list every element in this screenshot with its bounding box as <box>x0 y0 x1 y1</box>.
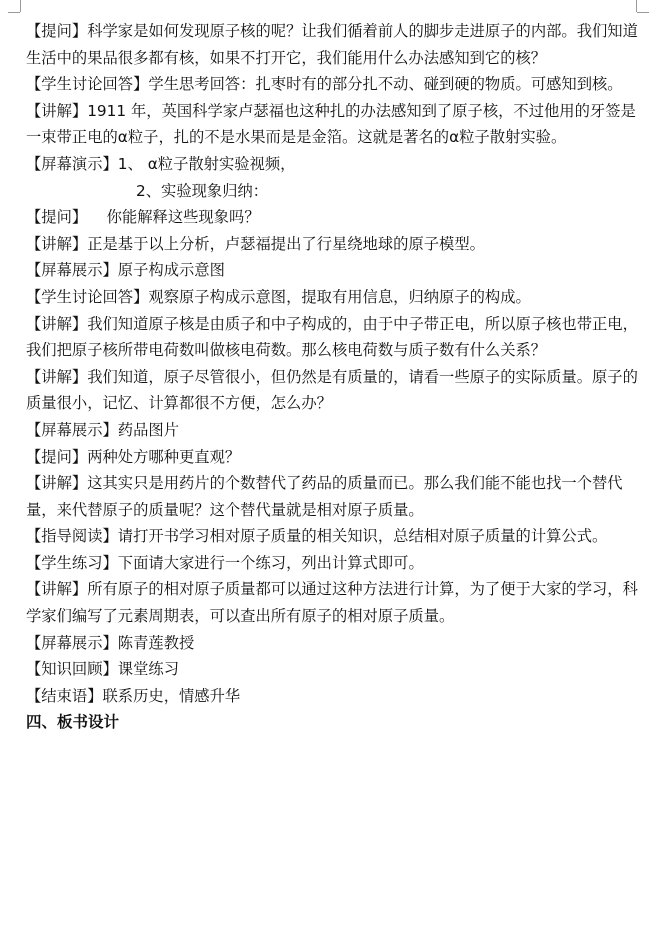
paragraph-screen-professor <box>26 630 638 657</box>
paragraph-text: 联系历史，情感升华 <box>102 686 241 705</box>
paragraph-text: 正是基于以上分析，卢瑟福提出了行星绕地球的原子模型。 <box>87 234 485 253</box>
paragraph-text: 请打开书学习相对原子质量的相关知识，总结相对原子质量的计算公式。 <box>117 527 608 546</box>
paragraph-tag: 【结束语】 <box>26 686 103 705</box>
paragraph-tag: 【讲解】 <box>26 474 88 493</box>
paragraph-screen-demo <box>26 151 638 178</box>
section-heading: 四、板书设计 <box>26 713 120 732</box>
paragraph-demo-item-2 <box>26 178 638 205</box>
paragraph-text: 药品图片 <box>117 420 179 439</box>
document-body <box>26 18 638 736</box>
paragraph-screen-medicine <box>26 417 638 444</box>
paragraph-explain-substitute <box>26 470 638 523</box>
paragraph-explain-mass <box>26 364 638 417</box>
paragraph-text: 你能解释这些现象吗？ <box>87 208 260 227</box>
paragraph-text: 2、实验现象归纳： <box>136 181 269 200</box>
paragraph-text: 所有原子的相对原子质量都可以通过这种方法进行计算，为了便于大家的学习，科学家们编写了元素周期表，可以查出所有原子的相对原子质量。 <box>26 580 638 626</box>
paragraph-closing <box>26 683 638 710</box>
paragraph-guided-reading <box>26 523 638 550</box>
paragraph-tag: 【知识回顾】 <box>26 660 118 679</box>
paragraph-tag: 【指导阅读】 <box>26 527 118 546</box>
paragraph-screen-structure <box>26 257 638 284</box>
paragraph-question-intro <box>26 18 638 71</box>
paragraph-text: 科学家是如何发现原子核的呢？让我们循着前人的脚步走进原子的内部。我们知道生活中的果品很多都有核，如果不打开它，我们能用什么办法感知到它的核？ <box>26 22 638 67</box>
crop-mark-right-vertical <box>636 0 637 12</box>
paragraph-text: 陈青莲教授 <box>117 633 195 652</box>
paragraph-explain-nucleus <box>26 311 638 364</box>
paragraph-review <box>26 656 638 683</box>
paragraph-tag: 【学生讨论回答】 <box>26 287 149 306</box>
paragraph-tag: 【讲解】 <box>26 314 88 333</box>
paragraph-student-answer <box>26 71 638 98</box>
paragraph-tag: 【提问】 <box>26 22 88 40</box>
paragraph-text: 我们知道原子核是由质子和中子构成的，由于中子带正电，所以原子核也带正电，我们把原子核所带电荷数叫做核电荷数。那么核电荷数与质子数有什么关系？ <box>26 314 638 360</box>
paragraph-student-observe <box>26 284 638 311</box>
paragraph-explain-rutherford <box>26 98 638 151</box>
paragraph-text: 1、 α粒子散射实验视频， <box>117 154 296 173</box>
paragraph-text: 1911 年，英国科学家卢瑟福也这种扎的办法感知到了原子核，不过他用的牙签是一束带正电的α粒子，扎的不是水果而是是金箔。这就是著名的α粒子散射实验。 <box>26 101 636 147</box>
paragraph-tag: 【讲解】 <box>26 367 88 386</box>
paragraph-tag: 【学生练习】 <box>26 553 118 572</box>
paragraph-text: 课堂练习 <box>117 660 179 679</box>
paragraph-question-explain <box>26 204 638 231</box>
paragraph-tag: 【提问】 <box>26 208 88 227</box>
paragraph-explain-model <box>26 231 638 258</box>
paragraph-tag: 【讲解】 <box>26 580 88 599</box>
paragraph-question-prescription <box>26 444 638 471</box>
paragraph-tag: 【讲解】 <box>26 234 88 253</box>
paragraph-text: 观察原子构成示意图，提取有用信息，归纳原子的构成。 <box>148 287 531 306</box>
paragraph-text: 学生思考回答：扎枣时有的部分扎不动、碰到硬的物质。可感知到核。 <box>148 75 623 94</box>
paragraph-tag: 【讲解】 <box>26 101 88 120</box>
crop-mark-left-vertical <box>20 0 21 12</box>
paragraph-explain-periodic-table <box>26 576 638 629</box>
paragraph-text: 我们知道，原子尽管很小，但仍然是有质量的，请看一些原子的实际质量。原子的质量很小，记忆、计算都很不方便，怎么办？ <box>26 367 638 413</box>
paragraph-text: 这其实只是用药片的个数替代了药品的质量而已。那么我们能不能也找一个替代量，来代替原子的质量呢？这个替代量就是相对原子质量。 <box>26 474 623 519</box>
paragraph-tag: 【屏幕演示】 <box>26 154 118 173</box>
paragraph-tag: 【提问】 <box>26 447 88 466</box>
paragraph-student-practice <box>26 550 638 577</box>
paragraph-tag: 【学生讨论回答】 <box>26 75 149 94</box>
paragraph-text: 原子构成示意图 <box>117 261 225 280</box>
crop-mark-left <box>8 12 20 13</box>
paragraph-tag: 【屏幕展示】 <box>26 420 118 439</box>
paragraph-text: 下面请大家进行一个练习，列出计算式即可。 <box>117 553 424 572</box>
paragraph-tag: 【屏幕展示】 <box>26 261 118 280</box>
paragraph-text: 两种处方哪种更直观？ <box>87 447 241 466</box>
paragraph-tag: 【屏幕展示】 <box>26 633 118 652</box>
crop-mark-right <box>637 12 649 13</box>
